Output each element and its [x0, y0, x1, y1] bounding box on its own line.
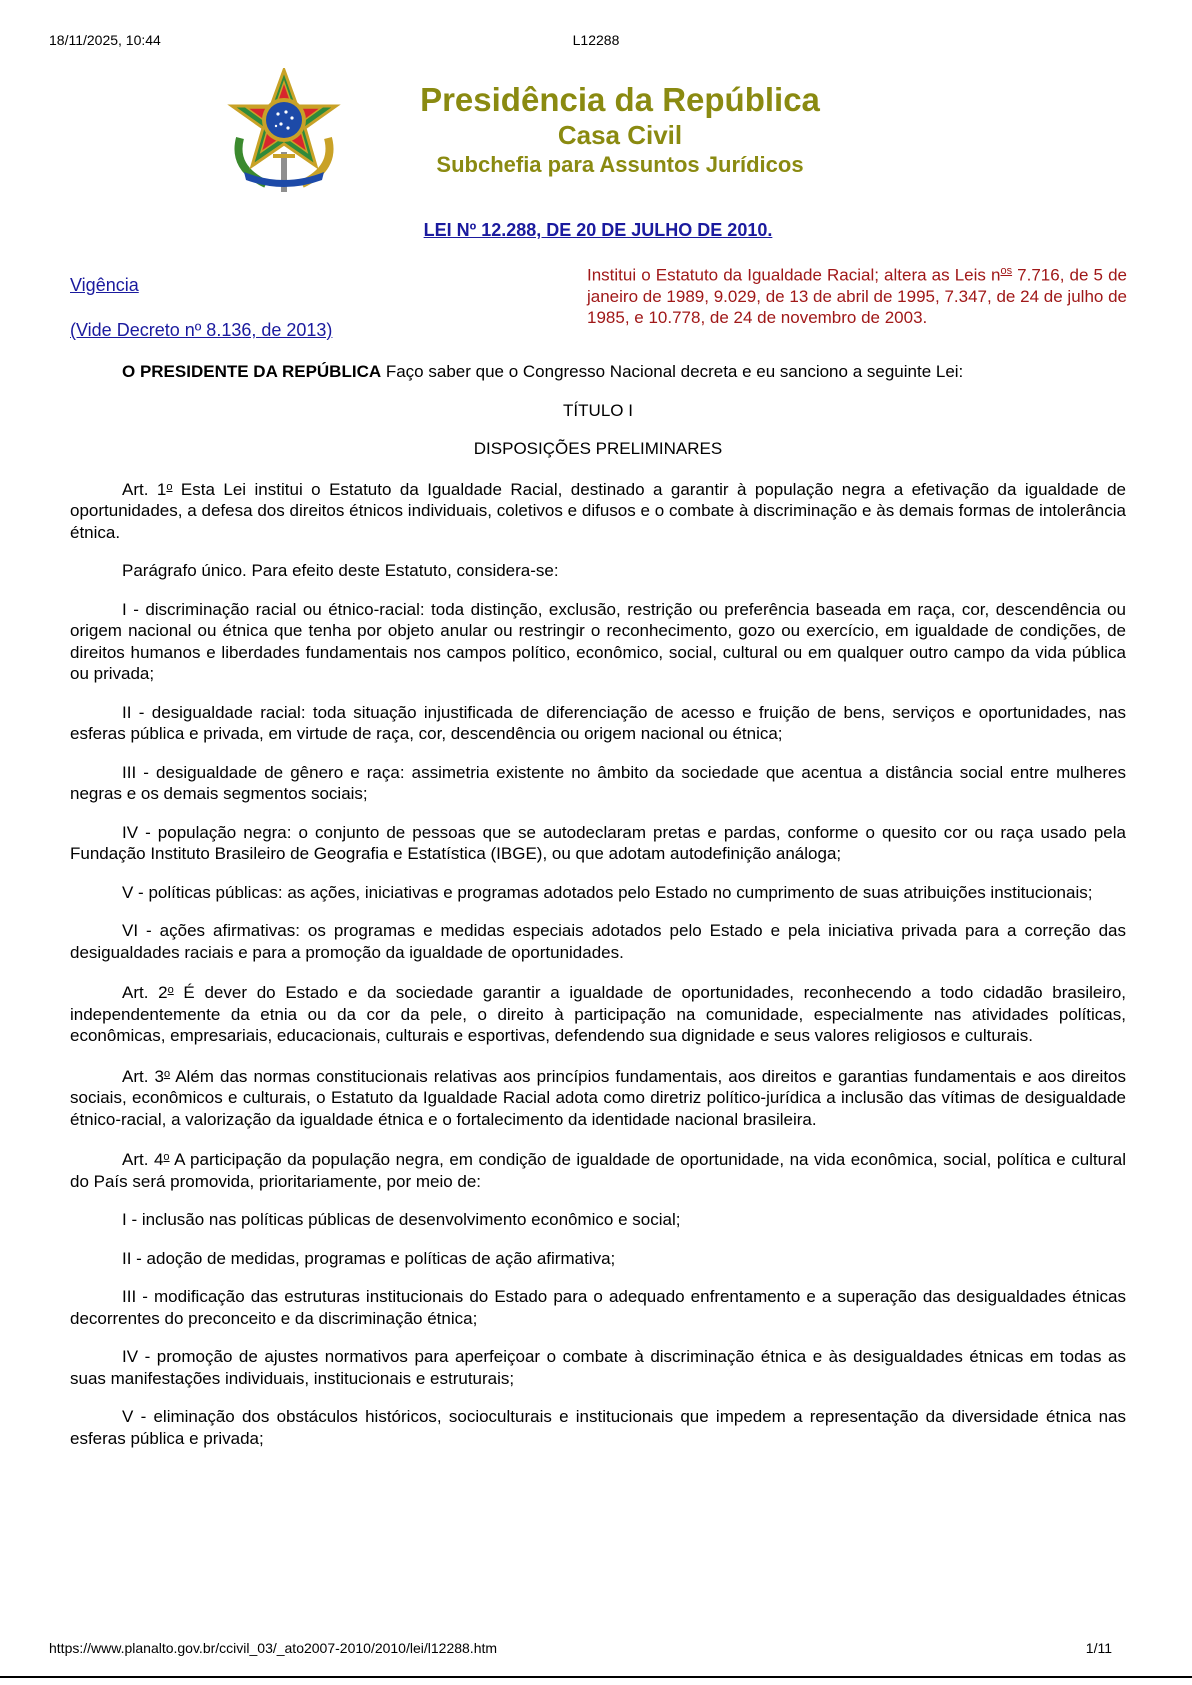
ementa — [587, 261, 1127, 328]
art4-text: A participação da população negra, em condição de igualdade de oportunidade, na vida econômica, social, política e cultural do País será promovida, prioritariamente, por meio de: — [70, 1150, 1127, 1191]
art4-inciso-i: I - inclusão nas políticas públicas de desenvolvimento econômico e social; — [122, 1210, 681, 1229]
masthead — [70, 60, 1126, 200]
art4-inciso-ii: II - adoção de medidas, programas e políticas de ação afirmativa; — [122, 1248, 616, 1268]
print-doc-label: L12288 — [572, 32, 620, 48]
art4-inciso-v: V - eliminação dos obstáculos históricos, socioculturais e institucionais que impedem a representação da diversidade étnica nas esferas pública e privada; — [70, 1407, 1126, 1448]
art1-paragrafo: Parágrafo único. Para efeito deste Estatuto, considera-se: — [122, 561, 559, 580]
preamble — [70, 361, 1126, 383]
art4 — [70, 1147, 1126, 1192]
ementa-sup: os — [1000, 265, 1013, 277]
art3-ordinal: o — [163, 1067, 171, 1080]
section-heading: DISPOSIÇÕES PRELIMINARES — [473, 439, 723, 458]
law-title — [70, 220, 1126, 241]
preamble-rest: Faço saber que o Congresso Nacional decreta e eu sanciono a seguinte Lei: — [381, 362, 964, 381]
bottom-rule — [0, 1676, 1192, 1678]
law-body — [70, 361, 1126, 1449]
art1 — [70, 477, 1126, 544]
masthead-line-presidencia: Presidência da República — [420, 81, 820, 118]
document — [70, 60, 1126, 1466]
art3-label: Art. 3 — [122, 1066, 164, 1086]
header-block — [70, 261, 1126, 361]
art1-inciso-iv: IV - população negra: o conjunto de pessoas que se autodeclaram pretas e pardas, conforme o quesito cor ou raça usado pela Fundação Instituto Brasileiro de Geografia e Estatística (IBGE), ou que adotam autodefinição análoga; — [70, 822, 1126, 863]
print-page-number: 1/11 — [1085, 1640, 1112, 1656]
art3 — [70, 1064, 1126, 1131]
brazil-coat-of-arms-icon — [226, 68, 342, 192]
vigencia-link[interactable]: Vigência — [70, 275, 139, 295]
art4-ordinal: o — [163, 1151, 170, 1163]
art1-text: Esta Lei institui o Estatuto da Igualdade Racial, destinado a garantir à população negra a efetivação da igualdade de oportunidades, a defesa dos direitos étnicos individuais, coletivos e difusos e o combate à discriminação e às demais formas de intolerância étnica. — [70, 479, 1127, 542]
ementa-text-after: 7.716, de 5 de janeiro de 1989, 9.029, de 13 de abril de 1995, 7.347, de 24 de julho de 1985, e 10.778, de 24 de novembro de 2003. — [587, 265, 1127, 327]
masthead-text — [390, 80, 850, 180]
law-title-link[interactable]: LEI Nº 12.288, DE 20 DE JULHO DE 2010. — [423, 220, 773, 240]
art2-text: É dever do Estado e da sociedade garantir a igualdade de oportunidades, reconhecendo a todo cidadão brasileiro, independentemente da etnia ou da cor da pele, o direito à participação na comunidade, especialmente nas atividades políticas, econômicas, empresariais, educacionais, culturais e esportivas, defendendo sua dignidade e seus valores religiosos e culturais. — [70, 983, 1126, 1045]
art1-inciso-v: V - políticas públicas: as ações, iniciativas e programas adotados pelo Estado no cumprimento de suas atribuições institucionais; — [122, 882, 1093, 902]
ementa-text-before: Institui o Estatuto da Igualdade Racial; altera as Leis n — [587, 265, 1001, 285]
art2-label: Art. 2 — [122, 983, 168, 1002]
art1-label: Art. 1 — [122, 479, 167, 499]
masthead-line-subchefia: Subchefia para Assuntos Jurídicos — [436, 152, 804, 177]
masthead-line-casa-civil: Casa Civil — [557, 120, 683, 150]
art2 — [70, 980, 1126, 1047]
preamble-bold: O PRESIDENTE DA REPÚBLICA — [122, 362, 382, 381]
art4-inciso-iii: III - modificação das estruturas institucionais do Estado para o adequado enfrentamento e a superação das desigualdades étnicas decorrentes do preconceito e da discriminação étnica; — [70, 1287, 1126, 1328]
art4-inciso-iv: IV - promoção de ajustes normativos para aperfeiçoar o combate à discriminação étnica e às desigualdades étnicas em todas as suas manifestações individuais, institucionais e estruturais; — [70, 1347, 1126, 1388]
side-links — [70, 275, 332, 341]
art3-text: Além das normas constitucionais relativas aos princípios fundamentais, aos direitos e garantias fundamentais e aos direitos sociais, econômicos e culturais, o Estatuto da Igualdade Racial adota como diretriz político-jurídica a inclusão das vítimas de desigualdade étnico-racial, a valorização da igualdade étnica e o fortalecimento da identidade nacional brasileira. — [70, 1066, 1126, 1129]
print-url: https://www.planalto.gov.br/ccivil_03/_ato2007-2010/2010/lei/l12288.htm — [49, 1640, 498, 1656]
titulo-heading: TÍTULO I — [563, 400, 633, 420]
art1-inciso-iii: III - desigualdade de gênero e raça: assimetria existente no âmbito da sociedade que acentua a distância social entre mulheres negras e os demais segmentos sociais; — [70, 762, 1126, 803]
art1-ordinal: o — [166, 480, 173, 493]
art1-inciso-vi: VI - ações afirmativas: os programas e medidas especiais adotados pelo Estado e pela iniciativa privada para a correção das desigualdades raciais e para a promoção da igualdade de oportunidades. — [70, 921, 1126, 962]
print-datetime: 18/11/2025, 10:44 — [49, 32, 161, 48]
art2-ordinal: o — [167, 984, 174, 996]
art1-inciso-ii: II - desigualdade racial: toda situação injustificada de diferenciação de acesso e fruição de bens, serviços e oportunidades, nas esferas pública e privada, em virtude de raça, cor, descendência ou origem nacional ou étnica; — [70, 702, 1126, 743]
art1-inciso-i: I - discriminação racial ou étnico-racial: toda distinção, exclusão, restrição ou preferência baseada em raça, cor, descendência ou origem nacional ou étnica que tenha por objeto anular ou restringir o reconhecimento, gozo ou exercício, em igualdade de condições, de direitos humanos e liberdades fundamentais nos campos político, econômico, social, cultural ou em qualquer outro campo da vida pública ou privada; — [70, 599, 1126, 683]
vide-decreto-link[interactable]: (Vide Decreto nº 8.136, de 2013) — [70, 320, 333, 340]
art4-label: Art. 4 — [122, 1150, 164, 1169]
